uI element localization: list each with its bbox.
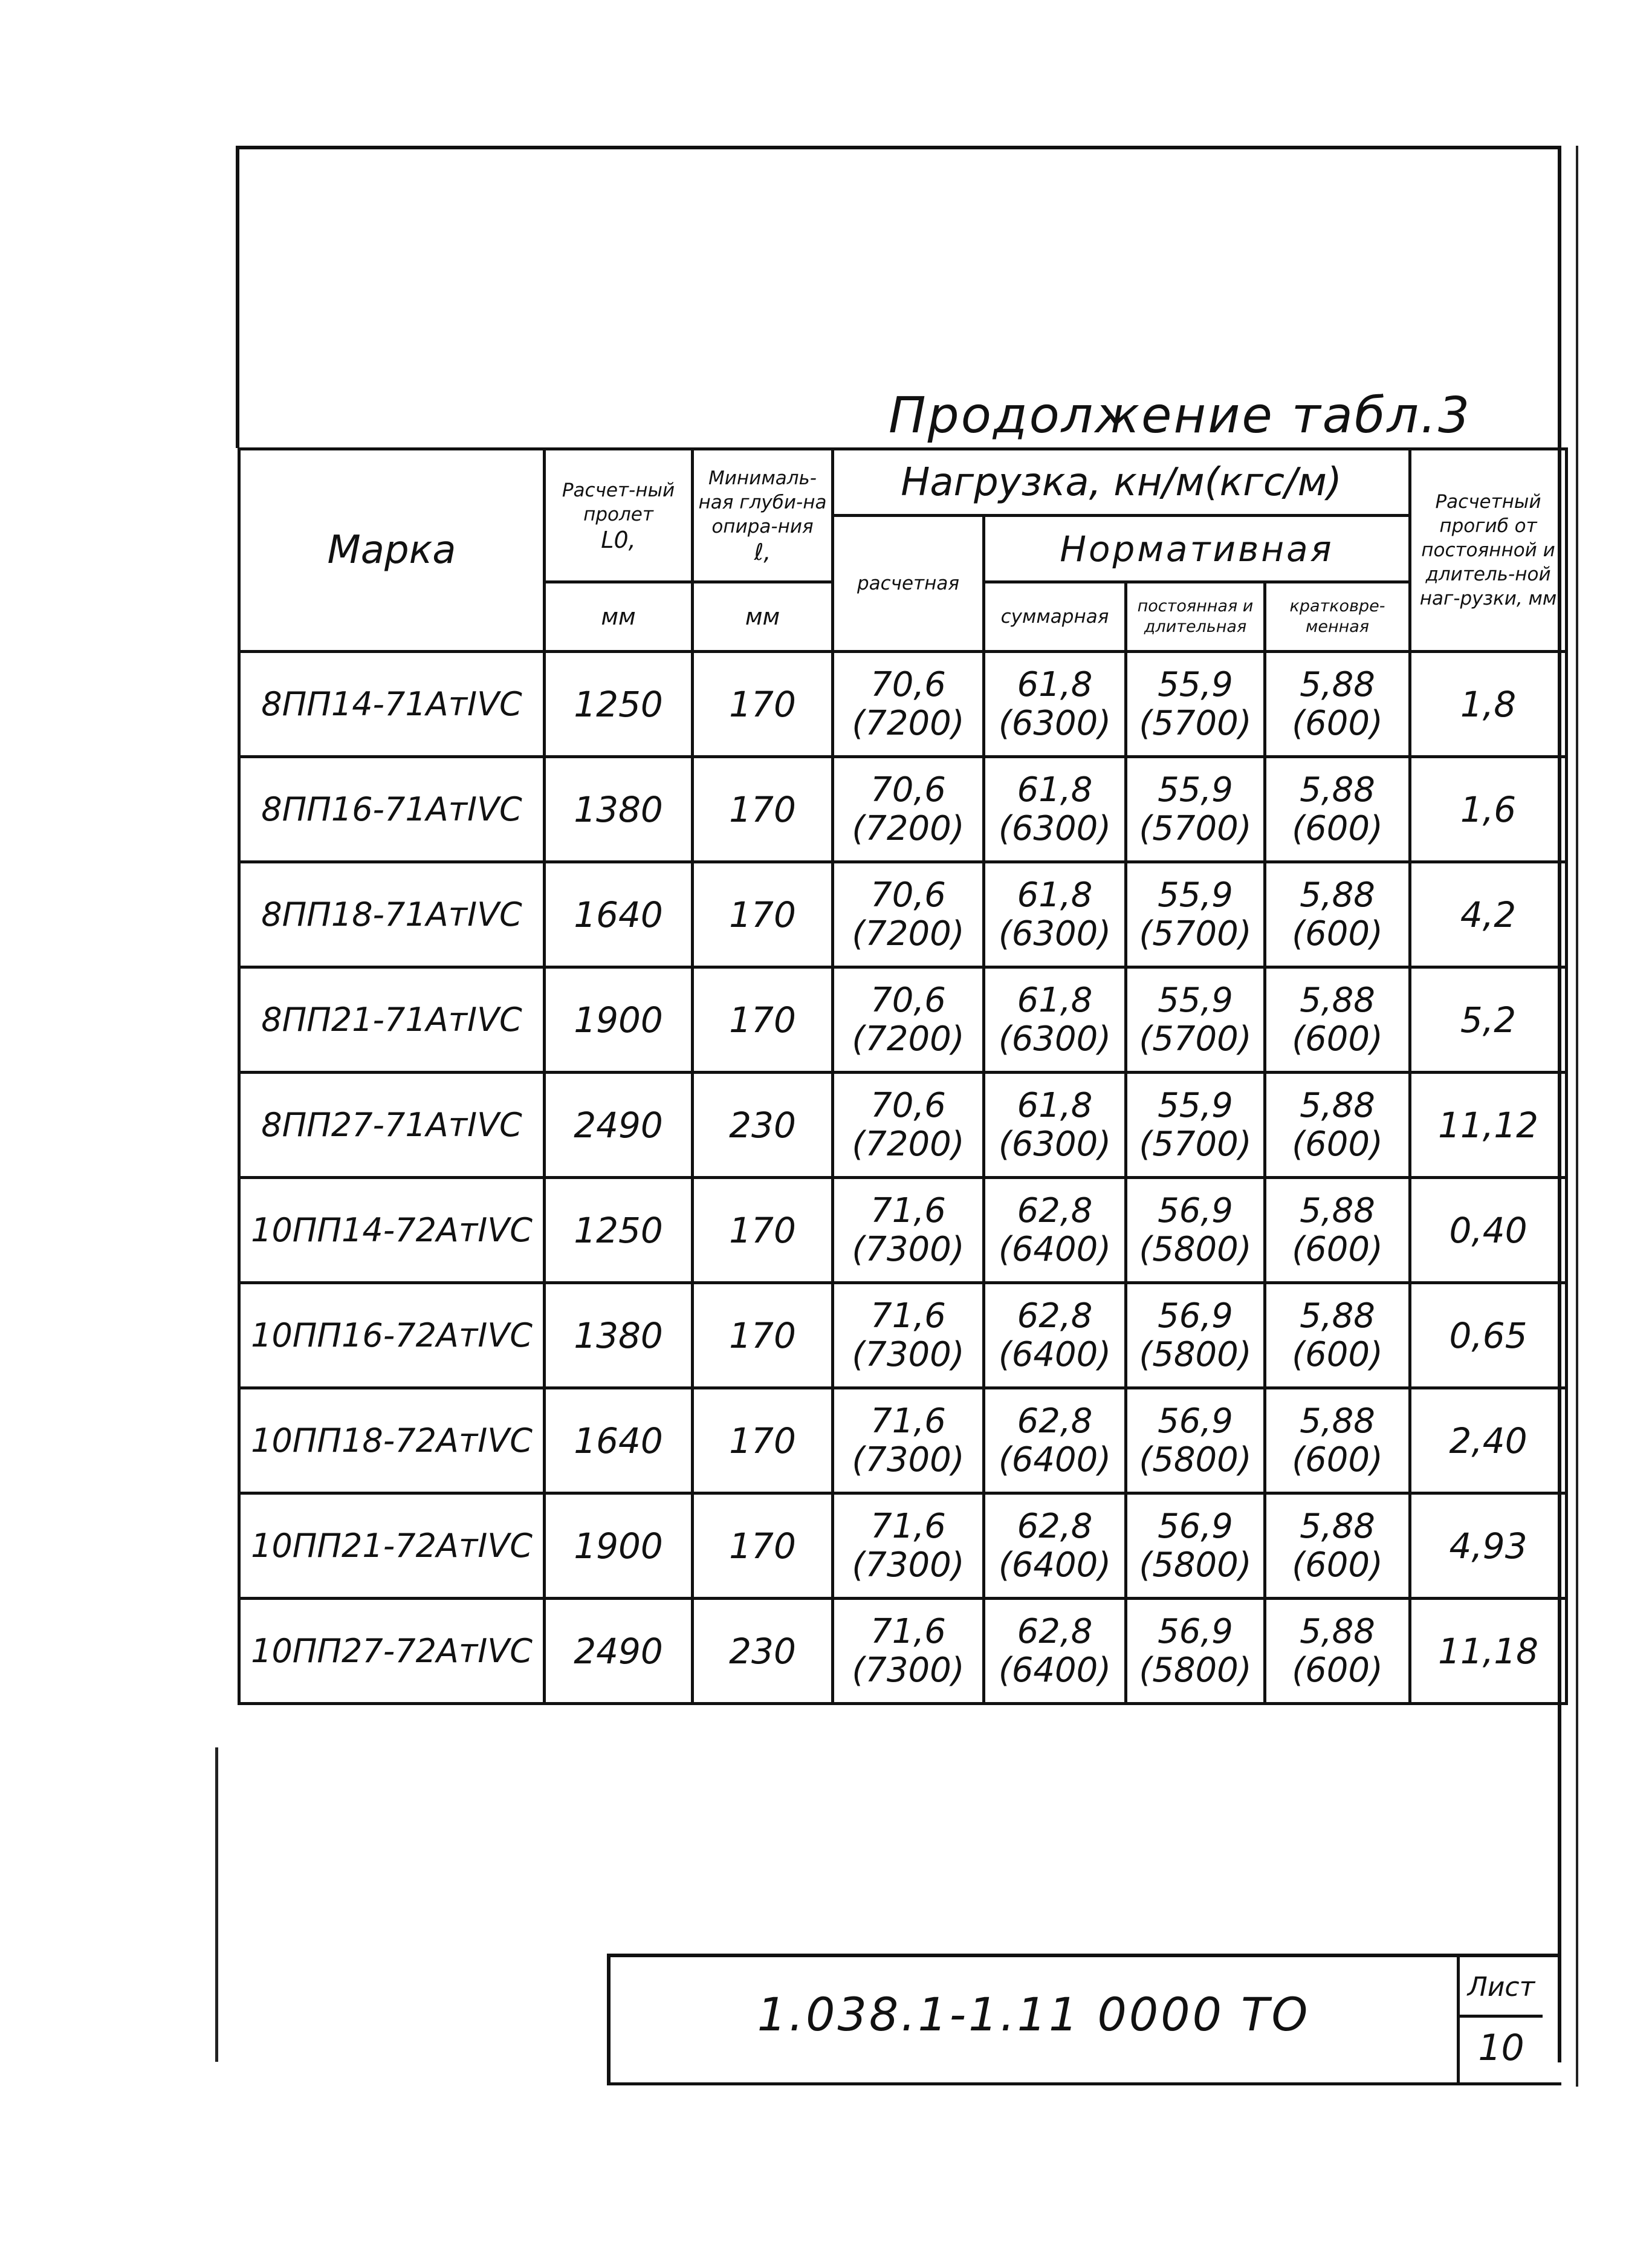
- cell-permanent-kgs: (5800): [1139, 1650, 1252, 1690]
- header-marka: Марка: [239, 449, 545, 652]
- cell-permanent-kgs: (5800): [1139, 1334, 1252, 1374]
- cell-depth: 230: [693, 1599, 833, 1704]
- cell-design: [833, 1073, 984, 1178]
- cell-deflection: 4,93: [1410, 1493, 1567, 1599]
- cell-design-kgs: (7300): [852, 1229, 965, 1269]
- cell-permanent: [1126, 1073, 1265, 1178]
- cell-short-term: [1265, 1283, 1410, 1388]
- cell-permanent-kn: 56,9: [1158, 1611, 1233, 1651]
- cell-permanent-kn: 55,9: [1158, 664, 1233, 704]
- cell-short-kn: 5,88: [1300, 980, 1375, 1020]
- cell-total-kgs: (6400): [998, 1650, 1112, 1690]
- cell-depth: 170: [693, 862, 833, 967]
- table-row: [239, 757, 1567, 862]
- table-row: [239, 1493, 1567, 1599]
- cell-span: 1640: [545, 862, 693, 967]
- cell-permanent: [1126, 1283, 1265, 1388]
- cell-short-kn: 5,88: [1300, 664, 1375, 704]
- cell-mark: 8ПП27-71АтIVС: [239, 1073, 545, 1178]
- cell-deflection: 4,2: [1410, 862, 1567, 967]
- cell-permanent: [1126, 967, 1265, 1073]
- cell-total-kgs: (6400): [998, 1545, 1112, 1585]
- cell-design: [833, 862, 984, 967]
- cell-short-kgs: (600): [1292, 1440, 1383, 1480]
- header-depth: [693, 449, 833, 582]
- frame-line-top: [238, 146, 1561, 149]
- cell-depth: 170: [693, 1388, 833, 1493]
- cell-total-kn: 61,8: [1017, 664, 1093, 704]
- cell-total-kgs: (6300): [998, 1019, 1112, 1059]
- header-span: [545, 449, 693, 582]
- cell-depth: 170: [693, 1493, 833, 1599]
- cell-total-kgs: (6300): [998, 808, 1112, 848]
- cell-design: [833, 1388, 984, 1493]
- cell-short-kn: 5,88: [1300, 1085, 1375, 1125]
- cell-permanent-kn: 56,9: [1158, 1296, 1233, 1336]
- cell-span: 1640: [545, 1388, 693, 1493]
- cell-permanent-kn: 55,9: [1158, 770, 1233, 810]
- cell-short-kn: 5,88: [1300, 1506, 1375, 1546]
- frame-line-left: [236, 146, 239, 448]
- sheet-number: 10: [1478, 2027, 1524, 2069]
- cell-total-kn: 61,8: [1017, 1085, 1093, 1125]
- cell-design-kn: 71,6: [870, 1401, 946, 1441]
- cell-total-kn: 62,8: [1017, 1296, 1093, 1336]
- cell-short-term: [1265, 1073, 1410, 1178]
- cell-total-kn: 62,8: [1017, 1611, 1093, 1651]
- cell-permanent-kn: 56,9: [1158, 1401, 1233, 1441]
- cell-span: 2490: [545, 1599, 693, 1704]
- cell-permanent: [1126, 862, 1265, 967]
- cell-permanent: [1126, 1493, 1265, 1599]
- cell-short-kgs: (600): [1292, 1229, 1383, 1269]
- header-depth-label: Минималь-ная глуби-на опира-ния: [698, 467, 827, 538]
- cell-design: [833, 652, 984, 757]
- header-span-unit: мм: [545, 582, 693, 652]
- cell-total: [984, 1283, 1126, 1388]
- cell-deflection: 0,40: [1410, 1178, 1567, 1283]
- cell-total-kn: 62,8: [1017, 1401, 1093, 1441]
- cell-short-kgs: (600): [1292, 1650, 1383, 1690]
- load-table: [238, 447, 1568, 1705]
- cell-deflection: 5,2: [1410, 967, 1567, 1073]
- header-load-group: Нагрузка, кн/м(кгс/м): [833, 449, 1410, 516]
- cell-design: [833, 1283, 984, 1388]
- cell-total: [984, 652, 1126, 757]
- frame-line-left-lower: [215, 1747, 218, 2062]
- cell-short-kn: 5,88: [1300, 1611, 1375, 1651]
- cell-total-kgs: (6400): [998, 1440, 1112, 1480]
- cell-total-kgs: (6400): [998, 1334, 1112, 1374]
- cell-depth: 170: [693, 1283, 833, 1388]
- cell-permanent-kn: 55,9: [1158, 875, 1233, 915]
- cell-span: 1250: [545, 652, 693, 757]
- cell-permanent-kn: 56,9: [1158, 1506, 1233, 1546]
- cell-mark: 10ПП16-72АтIVС: [239, 1283, 545, 1388]
- cell-design: [833, 1493, 984, 1599]
- cell-total: [984, 757, 1126, 862]
- header-total: суммарная: [984, 582, 1126, 652]
- cell-permanent-kgs: (5700): [1139, 1124, 1252, 1164]
- cell-design-kgs: (7300): [852, 1334, 965, 1374]
- header-span-label: Расчет-ный пролет: [562, 479, 675, 525]
- table-row: [239, 1178, 1567, 1283]
- header-depth-unit: мм: [693, 582, 833, 652]
- header-span-symbol: L0,: [601, 526, 636, 553]
- cell-span: 2490: [545, 1073, 693, 1178]
- cell-short-kgs: (600): [1292, 1019, 1383, 1059]
- cell-deflection: 1,6: [1410, 757, 1567, 862]
- cell-permanent: [1126, 757, 1265, 862]
- cell-permanent: [1126, 1178, 1265, 1283]
- cell-short-term: [1265, 1388, 1410, 1493]
- cell-mark: 8ПП16-71АтIVС: [239, 757, 545, 862]
- cell-short-term: [1265, 1599, 1410, 1704]
- table-row: [239, 862, 1567, 967]
- cell-design-kn: 71,6: [870, 1296, 946, 1336]
- cell-depth: 170: [693, 652, 833, 757]
- cell-design: [833, 1599, 984, 1704]
- cell-design-kgs: (7200): [852, 1124, 965, 1164]
- cell-total-kgs: (6300): [998, 703, 1112, 743]
- cell-design-kgs: (7200): [852, 703, 965, 743]
- cell-depth: 170: [693, 1178, 833, 1283]
- cell-short-kn: 5,88: [1300, 1191, 1375, 1230]
- cell-span: 1250: [545, 1178, 693, 1283]
- sheet-box: [1457, 1957, 1543, 2082]
- cell-design-kgs: (7200): [852, 808, 965, 848]
- cell-short-kgs: (600): [1292, 1545, 1383, 1585]
- cell-mark: 8ПП18-71АтIVС: [239, 862, 545, 967]
- cell-mark: 10ПП27-72АтIVС: [239, 1599, 545, 1704]
- cell-design-kgs: (7200): [852, 914, 965, 954]
- cell-total-kgs: (6300): [998, 914, 1112, 954]
- cell-mark: 10ПП18-72АтIVС: [239, 1388, 545, 1493]
- cell-depth: 230: [693, 1073, 833, 1178]
- cell-permanent-kgs: (5700): [1139, 808, 1252, 848]
- cell-short-term: [1265, 1178, 1410, 1283]
- cell-short-kn: 5,88: [1300, 875, 1375, 915]
- cell-design-kgs: (7200): [852, 1019, 965, 1059]
- cell-short-kn: 5,88: [1300, 1401, 1375, 1441]
- cell-permanent-kn: 55,9: [1158, 1085, 1233, 1125]
- table-row: [239, 1073, 1567, 1178]
- cell-design-kn: 70,6: [870, 770, 946, 810]
- cell-permanent: [1126, 1599, 1265, 1704]
- cell-total: [984, 1599, 1126, 1704]
- cell-design: [833, 967, 984, 1073]
- cell-design-kgs: (7300): [852, 1650, 965, 1690]
- cell-total: [984, 1178, 1126, 1283]
- cell-design-kn: 70,6: [870, 664, 946, 704]
- cell-permanent-kgs: (5700): [1139, 914, 1252, 954]
- table-row: [239, 967, 1567, 1073]
- cell-short-kgs: (600): [1292, 1334, 1383, 1374]
- cell-design-kgs: (7300): [852, 1440, 965, 1480]
- cell-total-kn: 61,8: [1017, 980, 1093, 1020]
- cell-short-kgs: (600): [1292, 808, 1383, 848]
- cell-total-kgs: (6400): [998, 1229, 1112, 1269]
- cell-short-term: [1265, 652, 1410, 757]
- cell-deflection: 1,8: [1410, 652, 1567, 757]
- cell-permanent-kn: 56,9: [1158, 1191, 1233, 1230]
- cell-short-term: [1265, 1493, 1410, 1599]
- cell-permanent: [1126, 652, 1265, 757]
- cell-depth: 170: [693, 757, 833, 862]
- cell-permanent-kgs: (5700): [1139, 1019, 1252, 1059]
- cell-permanent-kgs: (5800): [1139, 1440, 1252, 1480]
- cell-total: [984, 1388, 1126, 1493]
- cell-design-kn: 70,6: [870, 1085, 946, 1125]
- cell-total: [984, 862, 1126, 967]
- cell-depth: 170: [693, 967, 833, 1073]
- sheet-label: Лист: [1460, 1957, 1543, 2018]
- cell-total: [984, 1493, 1126, 1599]
- cell-design-kn: 70,6: [870, 980, 946, 1020]
- cell-short-term: [1265, 757, 1410, 862]
- cell-design-kn: 70,6: [870, 875, 946, 915]
- cell-span: 1900: [545, 967, 693, 1073]
- cell-permanent: [1126, 1388, 1265, 1493]
- cell-short-term: [1265, 967, 1410, 1073]
- cell-deflection: 11,18: [1410, 1599, 1567, 1704]
- cell-total-kn: 62,8: [1017, 1506, 1093, 1546]
- cell-mark: 8ПП21-71АтIVС: [239, 967, 545, 1073]
- cell-short-kgs: (600): [1292, 914, 1383, 954]
- frame-line-right-outer: [1576, 146, 1578, 2087]
- cell-short-kn: 5,88: [1300, 1296, 1375, 1336]
- cell-total: [984, 967, 1126, 1073]
- cell-design: [833, 1178, 984, 1283]
- cell-design-kn: 71,6: [870, 1506, 946, 1546]
- cell-short-kn: 5,88: [1300, 770, 1375, 810]
- cell-total-kgs: (6300): [998, 1124, 1112, 1164]
- header-design: расчетная: [833, 516, 984, 652]
- cell-mark: 10ПП21-72АтIVС: [239, 1493, 545, 1599]
- cell-deflection: 2,40: [1410, 1388, 1567, 1493]
- cell-deflection: 11,12: [1410, 1073, 1567, 1178]
- cell-span: 1380: [545, 757, 693, 862]
- table-row: [239, 652, 1567, 757]
- table-row: [239, 1388, 1567, 1493]
- cell-mark: 10ПП14-72АтIVС: [239, 1178, 545, 1283]
- cell-design-kgs: (7300): [852, 1545, 965, 1585]
- table-row: [239, 1283, 1567, 1388]
- header-normative-group: Нормативная: [984, 516, 1410, 582]
- cell-design: [833, 757, 984, 862]
- cell-total-kn: 62,8: [1017, 1191, 1093, 1230]
- cell-deflection: 0,65: [1410, 1283, 1567, 1388]
- document-code: 1.038.1-1.11 0000 ТО: [757, 1987, 1310, 2041]
- cell-short-kgs: (600): [1292, 1124, 1383, 1164]
- cell-permanent-kn: 55,9: [1158, 980, 1233, 1020]
- cell-total-kn: 61,8: [1017, 770, 1093, 810]
- title-block: [607, 1954, 1561, 2085]
- cell-permanent-kgs: (5800): [1139, 1545, 1252, 1585]
- cell-span: 1900: [545, 1493, 693, 1599]
- header-depth-symbol: ℓ,: [754, 538, 771, 565]
- cell-total: [984, 1073, 1126, 1178]
- cell-total-kn: 61,8: [1017, 875, 1093, 915]
- cell-span: 1380: [545, 1283, 693, 1388]
- table-caption: Продолжение табл.3: [889, 387, 1472, 444]
- cell-short-term: [1265, 862, 1410, 967]
- header-permanent: постоянная и длительная: [1126, 582, 1265, 652]
- cell-permanent-kgs: (5700): [1139, 703, 1252, 743]
- cell-design-kn: 71,6: [870, 1611, 946, 1651]
- header-deflection: Расчетный прогиб от постоянной и длитель-ной наг-рузки, мм: [1410, 449, 1567, 652]
- cell-mark: 8ПП14-71АтIVС: [239, 652, 545, 757]
- cell-permanent-kgs: (5800): [1139, 1229, 1252, 1269]
- cell-design-kn: 71,6: [870, 1191, 946, 1230]
- header-short-term: кратковре-менная: [1265, 582, 1410, 652]
- table-row: [239, 1599, 1567, 1704]
- cell-short-kgs: (600): [1292, 703, 1383, 743]
